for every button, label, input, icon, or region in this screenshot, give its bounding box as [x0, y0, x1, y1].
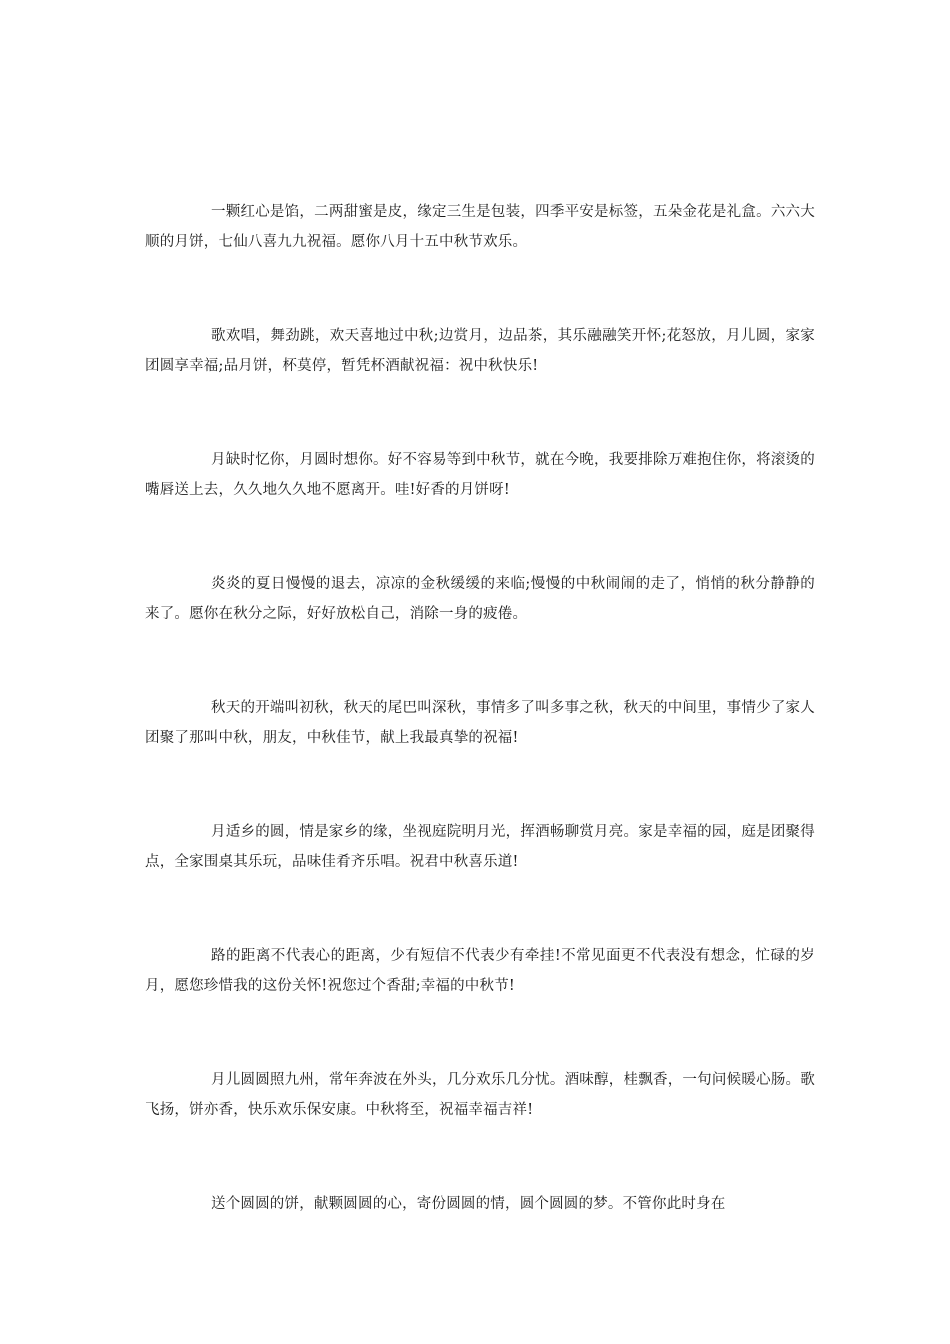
paragraph-4: 炎炎的夏日慢慢的退去，凉凉的金秋缓缓的来临;慢慢的中秋闹闹的走了，悄悄的秋分静静的来了。愿你在秋分之际，好好放松自己，消除一身的疲倦。: [145, 576, 815, 622]
paragraph-2: 歌欢唱，舞劲跳，欢天喜地过中秋;边赏月，边品茶，其乐融融笑开怀;花怒放，月儿圆，家家团圆享幸福;品月饼，杯莫停，暂凭杯酒献祝福：祝中秋快乐!: [145, 328, 815, 374]
paragraph-5: 秋天的开端叫初秋，秋天的尾巴叫深秋，事情多了叫多事之秋，秋天的中间里，事情少了家人团聚了那叫中秋，朋友，中秋佳节，献上我最真挚的祝福!: [145, 700, 815, 746]
paragraph-7: 路的距离不代表心的距离，少有短信不代表少有牵挂!不常见面更不代表没有想念，忙碌的岁月，愿您珍惜我的这份关怀!祝您过个香甜;幸福的中秋节!: [145, 948, 815, 994]
paragraph-3: 月缺时忆你，月圆时想你。好不容易等到中秋节，就在今晚，我要排除万难抱住你，将滚烫的嘴唇送上去，久久地久久地不愿离开。哇!好香的月饼呀!: [145, 452, 815, 498]
paragraph-8: 月儿圆圆照九州，常年奔波在外头，几分欢乐几分忧。酒味醇，桂飘香，一句问候暖心肠。歌飞扬，饼亦香，快乐欢乐保安康。中秋将至，祝福幸福吉祥!: [145, 1072, 815, 1118]
paragraph-6: 月适乡的圆，情是家乡的缘，坐视庭院明月光，挥酒畅聊赏月亮。家是幸福的园，庭是团聚得点，全家围桌其乐玩，品味佳肴齐乐唱。祝君中秋喜乐道!: [145, 824, 815, 870]
paragraph-9: 送个圆圆的饼，献颗圆圆的心，寄份圆圆的情，圆个圆圆的梦。不管你此时身在: [211, 1196, 726, 1212]
paragraph-1: 一颗红心是馅，二两甜蜜是皮，缘定三生是包装，四季平安是标签，五朵金花是礼盒。六六大顺的月饼，七仙八喜九九祝福。愿你八月十五中秋节欢乐。: [145, 204, 815, 250]
